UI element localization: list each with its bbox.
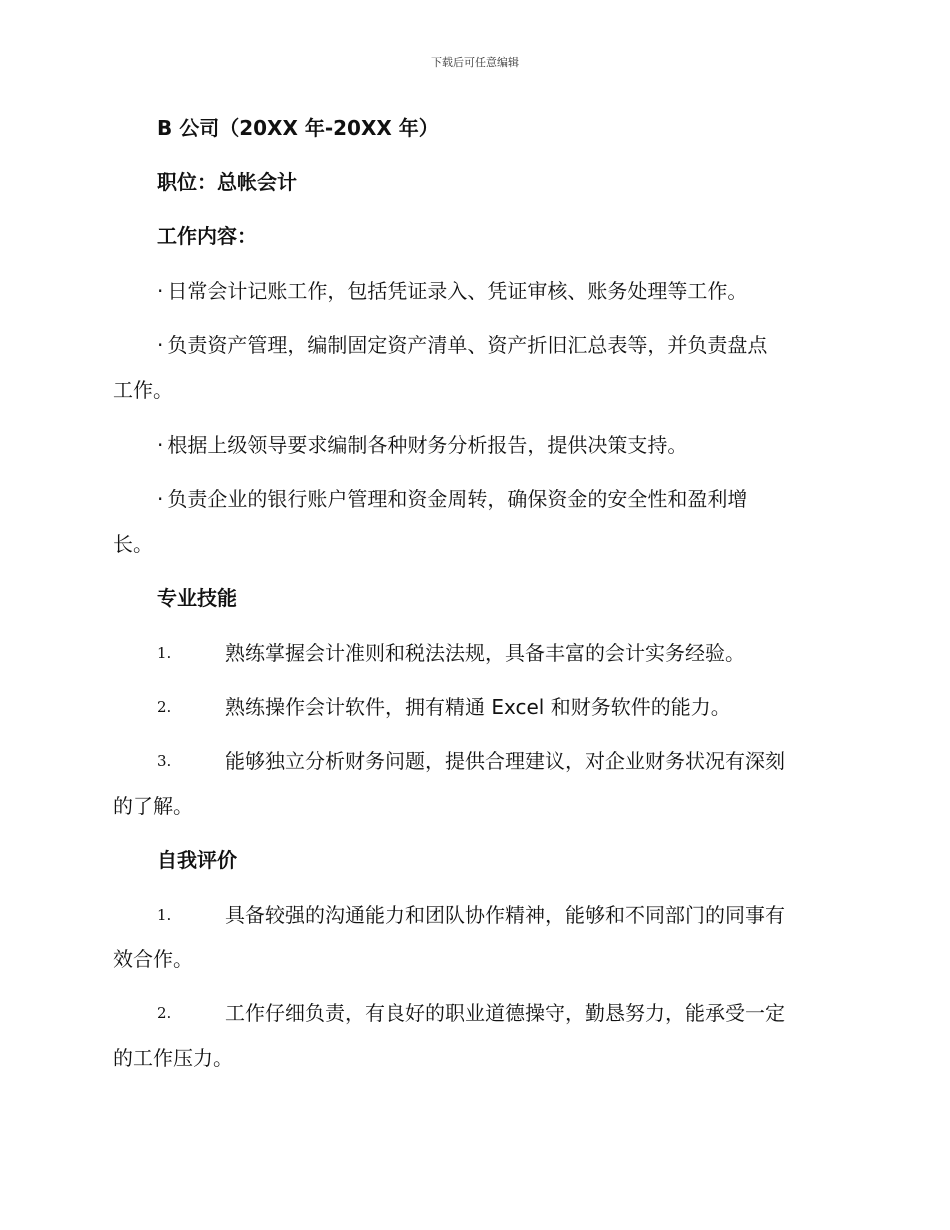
work-item-text: 日常会计记账工作，包括凭证录入、凭证审核、账务处理等工作。 [167, 279, 748, 303]
evaluation-item-continuation: 的工作压力。 [113, 1046, 233, 1070]
list-number: 2. [157, 1004, 172, 1022]
evaluation-heading: 自我评价 [157, 848, 237, 872]
work-item [157, 431, 687, 459]
list-number: 3. [157, 752, 172, 770]
work-item [157, 485, 747, 513]
skill-item-text: 熟练操作会计软件，拥有精通 Excel 和财务软件的能力。 [225, 695, 731, 719]
company-line: B 公司（20XX 年-20XX 年） [157, 116, 439, 140]
position-line: 职位：总帐会计 [157, 170, 297, 194]
skill-item-continuation: 的了解。 [113, 794, 193, 818]
list-number: 1. [157, 644, 172, 662]
bullet: · [157, 279, 164, 303]
work-item-text: 负责企业的银行账户管理和资金周转，确保资金的安全性和盈利增 [167, 487, 748, 511]
work-heading: 工作内容： [157, 224, 257, 248]
bullet: · [157, 487, 164, 511]
skill-item-text: 熟练掌握会计准则和税法法规，具备丰富的会计实务经验。 [225, 641, 745, 665]
work-item-continuation: 长。 [113, 532, 153, 556]
list-number: 1. [157, 906, 172, 924]
skills-heading: 专业技能 [157, 586, 237, 610]
skill-item-text: 能够独立分析财务问题，提供合理建议，对企业财务状况有深刻 [225, 749, 785, 773]
work-item-continuation: 工作。 [113, 378, 173, 402]
page-header: 下载后可任意编辑 [431, 56, 519, 69]
evaluation-item-text: 具备较强的沟通能力和团队协作精神，能够和不同部门的同事有 [225, 903, 785, 927]
work-item-text: 负责资产管理，编制固定资产清单、资产折旧汇总表等，并负责盘点 [167, 333, 768, 357]
work-item [157, 277, 747, 305]
bullet: · [157, 433, 164, 457]
bullet: · [157, 333, 164, 357]
work-item-text: 根据上级领导要求编制各种财务分析报告，提供决策支持。 [167, 433, 688, 457]
list-number: 2. [157, 698, 172, 716]
evaluation-item-text: 工作仔细负责，有良好的职业道德操守，勤恳努力，能承受一定 [225, 1001, 785, 1025]
work-item [157, 331, 767, 359]
evaluation-item-continuation: 效合作。 [113, 947, 193, 971]
